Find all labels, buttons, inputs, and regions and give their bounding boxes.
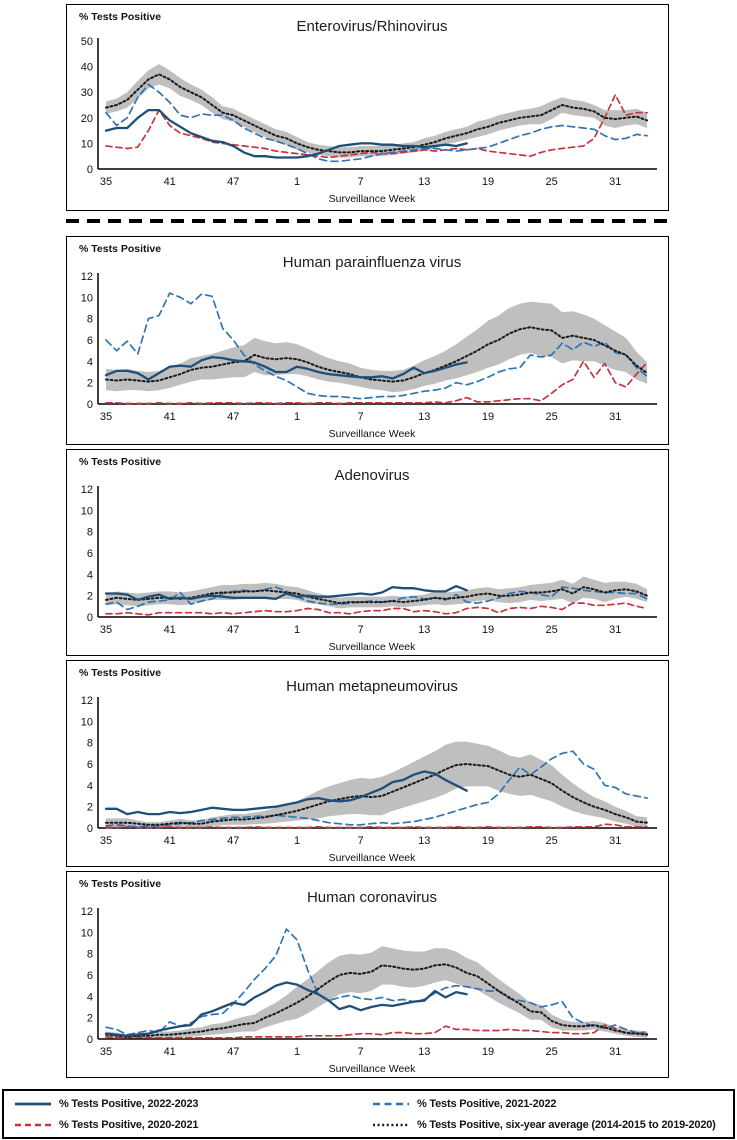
x-tick-label: 47 [227, 411, 240, 423]
chart-svg [67, 237, 668, 442]
dashed-section-divider [66, 219, 670, 223]
chart-svg [67, 872, 668, 1077]
chart-title: Human metapneumovirus [286, 678, 458, 695]
x-tick-label: 41 [163, 411, 176, 423]
dashed-line-swatch-icon [14, 1121, 52, 1129]
legend [2, 1089, 735, 1139]
y-axis-title: % Tests Positive [79, 456, 162, 468]
y-tick-label: 10 [80, 716, 93, 729]
chart-title: Human coronavirus [306, 889, 438, 906]
y-tick-label: 12 [80, 906, 93, 918]
x-tick-label: 7 [357, 411, 364, 423]
x-tick-label: 47 [227, 835, 240, 847]
x-tick-label: 7 [357, 176, 364, 188]
y-tick-label: 10 [80, 138, 93, 151]
y-tick-label: 10 [80, 292, 93, 305]
y-tick-label: 20 [80, 112, 93, 125]
x-tick-label: 25 [545, 1046, 558, 1058]
y-tick-label: 30 [80, 87, 93, 100]
y-tick-label: 8 [86, 526, 93, 539]
x-tick-label: 25 [545, 176, 558, 188]
y-tick-label: 6 [86, 759, 93, 771]
y-tick-label: 0 [86, 612, 93, 624]
x-tick-label: 31 [609, 1046, 622, 1058]
legend-item-2021-2022 [372, 1096, 556, 1112]
x-tick-label: 1 [293, 1046, 301, 1058]
x-tick-label: 19 [481, 176, 495, 188]
y-tick-label: 6 [86, 548, 93, 560]
y-tick-label: 8 [86, 948, 93, 961]
x-tick-label: 7 [357, 624, 364, 636]
x-axis-title: Surveillance Week [328, 1063, 416, 1075]
x-axis-title: Surveillance Week [328, 641, 416, 653]
y-tick-label: 2 [86, 1012, 93, 1025]
chart-title: Adenovirus [334, 467, 410, 484]
y-tick-label: 0 [86, 823, 93, 835]
dashed-line-swatch-icon [372, 1100, 410, 1108]
x-tick-label: 25 [545, 411, 558, 423]
y-tick-label: 2 [86, 801, 93, 814]
x-tick-label: 35 [99, 411, 113, 423]
x-tick-label: 19 [481, 624, 495, 636]
x-axis-title: Surveillance Week [328, 852, 416, 864]
legend-label: % Tests Positive, 2021-2022 [417, 1098, 557, 1110]
x-tick-label: 35 [99, 1046, 113, 1058]
y-tick-label: 2 [86, 590, 93, 603]
x-tick-label: 31 [609, 624, 622, 636]
x-axis-title: Surveillance Week [328, 193, 416, 205]
y-axis-title: % Tests Positive [79, 878, 162, 890]
x-tick-label: 13 [418, 176, 431, 188]
chart-svg [67, 450, 668, 655]
y-tick-label: 10 [80, 927, 93, 940]
x-tick-label: 35 [99, 176, 113, 188]
x-tick-label: 7 [357, 835, 364, 847]
solid-line-swatch-icon [14, 1100, 52, 1108]
x-tick-label: 35 [99, 624, 113, 636]
y-tick-label: 8 [86, 737, 93, 750]
legend-label: % Tests Positive, six-year average (2014-2015 to 2019-2020) [417, 1119, 716, 1131]
y-tick-label: 6 [86, 970, 93, 982]
x-tick-label: 13 [418, 835, 431, 847]
x-tick-label: 25 [545, 624, 558, 636]
chart-panel-adenovirus [66, 449, 669, 656]
legend-label: % Tests Positive, 2020-2021 [59, 1119, 199, 1131]
x-tick-label: 1 [293, 624, 301, 636]
x-tick-label: 35 [99, 835, 113, 847]
x-tick-label: 47 [227, 624, 240, 636]
y-tick-label: 4 [86, 356, 93, 369]
x-tick-label: 1 [293, 411, 301, 423]
y-tick-label: 50 [80, 36, 93, 48]
y-tick-label: 0 [86, 1034, 93, 1046]
x-tick-label: 31 [609, 835, 622, 847]
chart-svg [67, 5, 668, 210]
x-axis-title: Surveillance Week [328, 428, 416, 440]
x-tick-label: 41 [163, 1046, 176, 1058]
x-tick-label: 41 [163, 176, 176, 188]
y-tick-label: 12 [80, 695, 93, 707]
chart-panel-parainfluenza [66, 236, 669, 445]
x-tick-label: 13 [418, 1046, 431, 1058]
six-year-average-band [106, 302, 647, 393]
x-tick-label: 19 [481, 411, 495, 423]
y-tick-label: 2 [86, 377, 93, 390]
chart-title: Human parainfluenza virus [282, 254, 462, 271]
y-tick-label: 40 [80, 61, 93, 74]
legend-label: % Tests Positive, 2022-2023 [59, 1098, 199, 1110]
y-tick-label: 12 [80, 484, 93, 496]
x-tick-label: 31 [609, 176, 622, 188]
chart-panel-metapneumovirus [66, 660, 669, 867]
y-tick-label: 0 [86, 164, 93, 176]
x-tick-label: 1 [293, 835, 301, 847]
x-tick-label: 1 [293, 176, 301, 188]
x-tick-label: 47 [227, 176, 240, 188]
legend-item-six-year-average [372, 1117, 716, 1133]
y-tick-label: 4 [86, 991, 93, 1004]
y-tick-label: 10 [80, 505, 93, 518]
dotted-line-swatch-icon [372, 1121, 410, 1129]
chart-panel-enterovirus-rhinovirus [66, 4, 669, 211]
x-tick-label: 41 [163, 624, 176, 636]
x-tick-label: 25 [545, 835, 558, 847]
x-tick-label: 47 [227, 1046, 240, 1058]
chart-panel-coronavirus [66, 871, 669, 1078]
x-tick-label: 7 [357, 1046, 364, 1058]
x-tick-label: 41 [163, 835, 176, 847]
legend-item-2020-2021 [14, 1117, 198, 1133]
chart-svg [67, 661, 668, 866]
y-axis-title: % Tests Positive [79, 667, 162, 679]
x-tick-label: 19 [481, 835, 495, 847]
y-tick-label: 0 [86, 399, 93, 411]
x-tick-label: 19 [481, 1046, 495, 1058]
y-tick-label: 8 [86, 313, 93, 326]
y-tick-label: 12 [80, 271, 93, 283]
chart-title: Enterovirus/Rhinovirus [296, 18, 448, 35]
x-tick-label: 31 [609, 411, 622, 423]
x-tick-label: 13 [418, 411, 431, 423]
y-axis-title: % Tests Positive [79, 11, 162, 23]
legend-item-2022-2023 [14, 1096, 198, 1112]
y-axis-title: % Tests Positive [79, 243, 162, 255]
y-tick-label: 6 [86, 335, 93, 347]
y-tick-label: 4 [86, 569, 93, 582]
x-tick-label: 13 [418, 624, 431, 636]
six-year-average-band [106, 742, 647, 828]
y-tick-label: 4 [86, 780, 93, 793]
